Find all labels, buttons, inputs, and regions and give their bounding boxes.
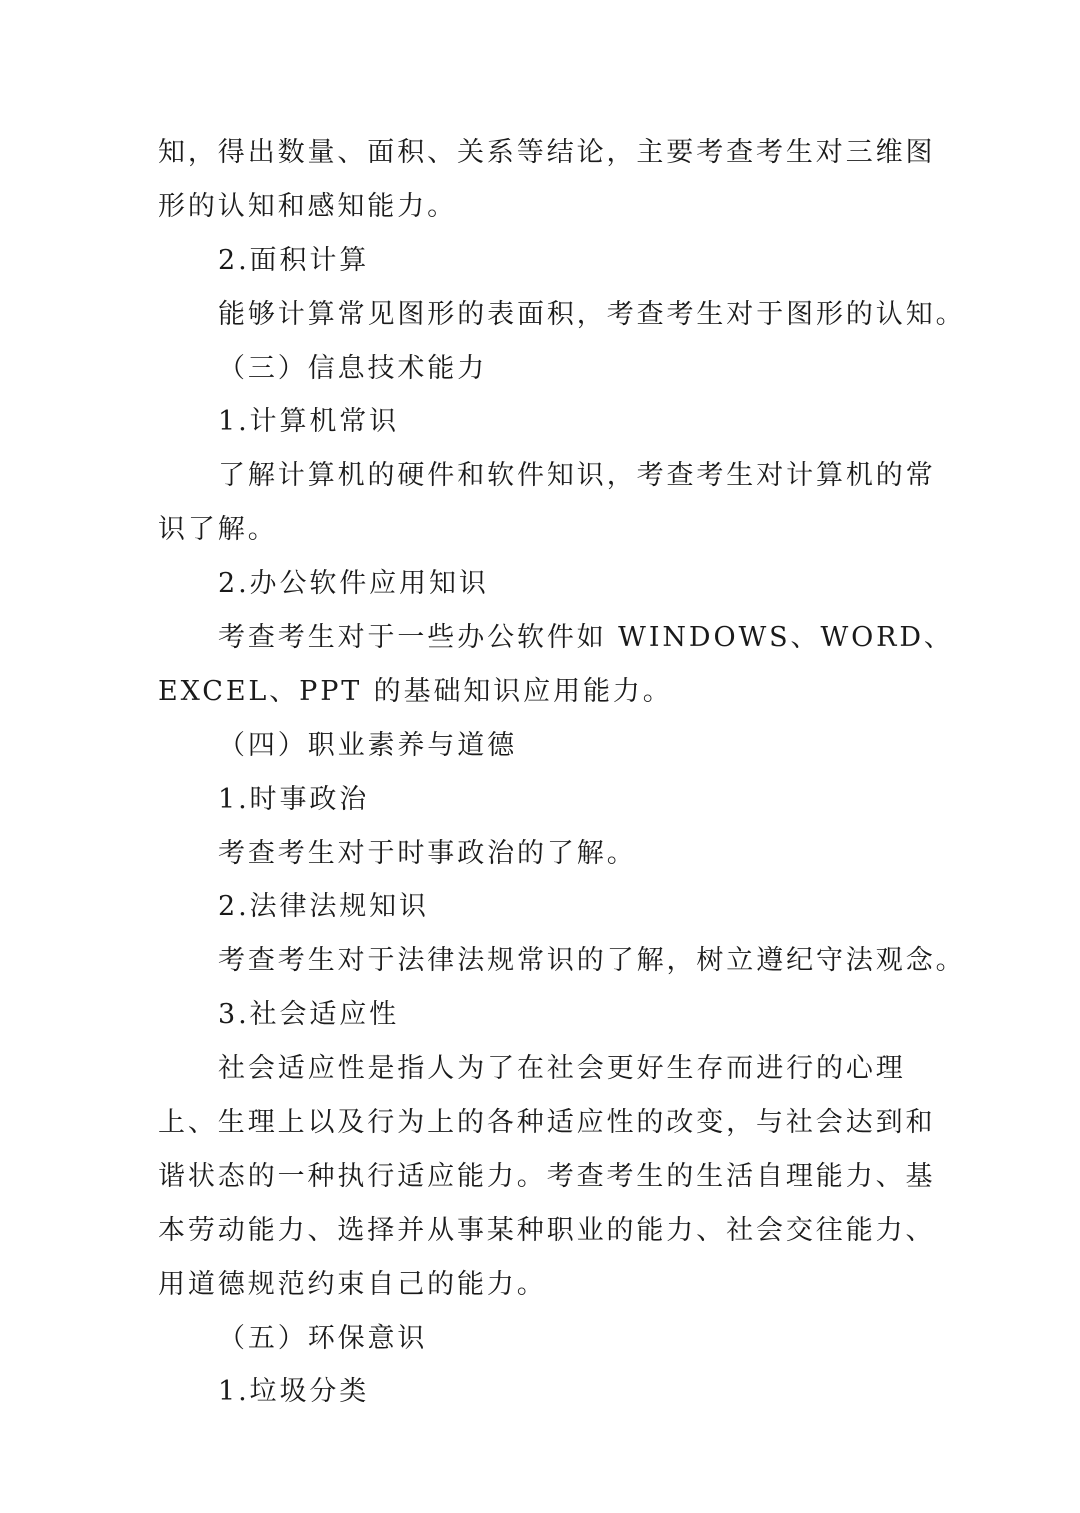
text-line: EXCEL、PPT 的基础知识应用能力。 xyxy=(158,675,673,707)
text-line: 识了解。 xyxy=(158,514,278,546)
section-heading: （四）职业素养与道德 xyxy=(218,729,517,761)
subsection-title: 2.办公软件应用知识 xyxy=(218,568,489,600)
text-line: 知，得出数量、面积、关系等结论，主要考查考生对三维图 xyxy=(158,137,936,168)
subsection-title: 1.时事政治 xyxy=(218,783,370,815)
subsection-title: 2.法律法规知识 xyxy=(218,891,429,923)
text-line: 本劳动能力、选择并从事某种职业的能力、社会交往能力、 xyxy=(158,1214,936,1246)
text-line: 考查考生对于时事政治的了解。 xyxy=(218,837,637,869)
text-line: 谐状态的一种执行适应能力。考查考生的生活自理能力、基 xyxy=(158,1160,936,1192)
text-line: 上、生理上以及行为上的各种适应性的改变，与社会达到和 xyxy=(158,1107,936,1139)
text-line: 社会适应性是指人为了在社会更好生存而进行的心理 xyxy=(218,1053,906,1085)
text-line: 形的认知和感知能力。 xyxy=(158,190,457,222)
subsection-title: 1.垃圾分类 xyxy=(218,1376,370,1408)
subsection-title: 2.面积计算 xyxy=(218,244,370,276)
subsection-title: 3.社会适应性 xyxy=(218,999,400,1031)
text-line: 了解计算机的硬件和软件知识，考查考生对计算机的常 xyxy=(218,460,936,492)
section-heading: （三）信息技术能力 xyxy=(218,352,488,384)
document-page xyxy=(158,126,966,1419)
text-line: 用道德规范约束自己的能力。 xyxy=(158,1268,547,1300)
section-heading: （五）环保意识 xyxy=(218,1322,428,1354)
text-line: 考查考生对于法律法规常识的了解，树立遵纪守法观念。 xyxy=(218,945,966,977)
subsection-title: 1.计算机常识 xyxy=(218,406,400,438)
text-line: 能够计算常见图形的表面积，考查考生对于图形的认知。 xyxy=(218,298,966,330)
text-line: 考查考生对于一些办公软件如 WINDOWS、WORD、 xyxy=(218,622,954,654)
